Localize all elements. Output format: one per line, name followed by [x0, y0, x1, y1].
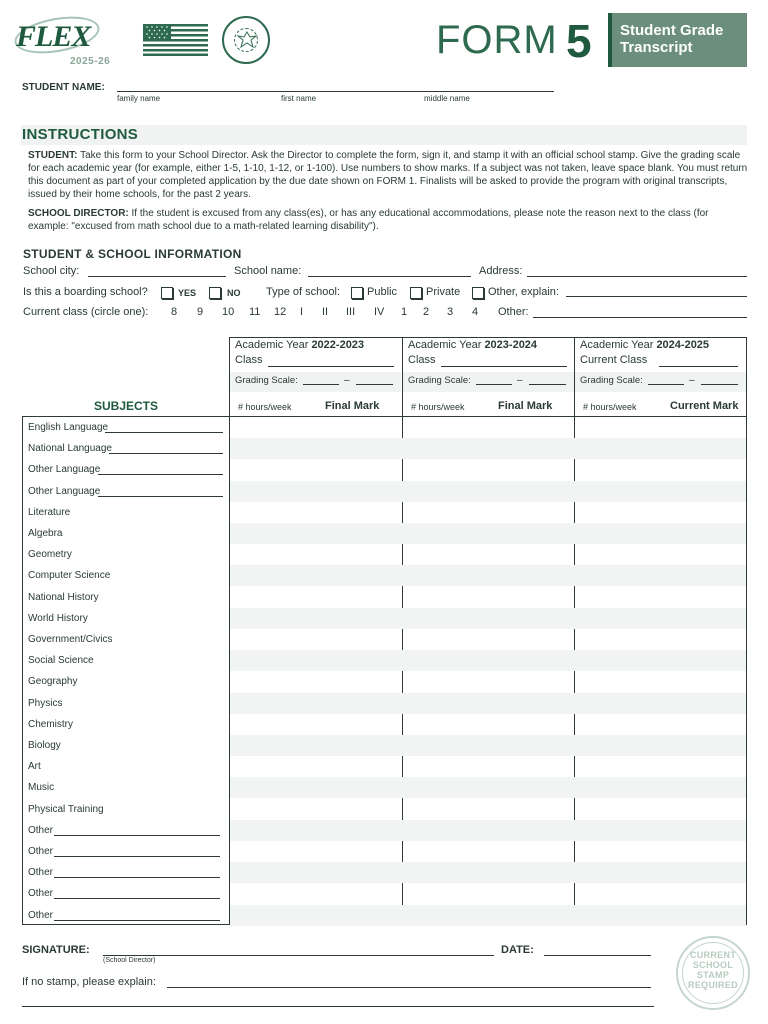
subject-name-field[interactable]: [54, 835, 220, 836]
subject-label: Literature: [28, 506, 71, 518]
grade-cell[interactable]: [307, 841, 402, 862]
date-label: DATE:: [501, 944, 534, 956]
grade-cell[interactable]: [230, 523, 308, 544]
eagle-icon: [236, 29, 258, 51]
subject-name-field[interactable]: [54, 920, 220, 921]
grade-cell[interactable]: [575, 565, 661, 586]
subject-label: Music: [28, 782, 55, 794]
grading-scale-dash: –: [344, 375, 350, 386]
grade-cell[interactable]: [307, 502, 402, 523]
grade-cell[interactable]: [403, 799, 481, 820]
grade-cell[interactable]: [661, 883, 746, 904]
grade-cell[interactable]: [307, 862, 402, 883]
grade-cell[interactable]: [661, 799, 746, 820]
class-option[interactable]: 10: [222, 306, 235, 318]
first-name-caption: first name: [281, 94, 317, 103]
subject-label: Other: [28, 846, 54, 857]
subject-name-field[interactable]: [54, 898, 220, 899]
subject-label: English Language: [28, 422, 109, 433]
grade-cell[interactable]: [307, 714, 402, 735]
year-class-field[interactable]: [268, 366, 394, 367]
grade-cell[interactable]: [661, 608, 746, 629]
grade-cell[interactable]: [403, 862, 481, 883]
grade-cell[interactable]: [307, 608, 402, 629]
mark-header: Final Mark: [498, 400, 553, 412]
grade-cell[interactable]: [575, 756, 661, 777]
grade-cell[interactable]: [661, 417, 746, 438]
grade-cell[interactable]: [661, 481, 746, 502]
form-title-text: Student Grade Transcript: [620, 22, 724, 56]
stamp-line-3: STAMP: [696, 970, 730, 980]
grade-cell[interactable]: [575, 693, 661, 714]
grading-scale-label: Grading Scale:: [408, 375, 471, 386]
grade-cell[interactable]: [230, 862, 308, 883]
grading-scale-max[interactable]: [701, 384, 738, 385]
grade-cell[interactable]: [575, 481, 661, 502]
school-info-title: STUDENT & SCHOOL INFORMATION: [23, 247, 242, 261]
year-class-field[interactable]: [659, 366, 738, 367]
grade-cell[interactable]: [307, 905, 402, 926]
grade-cell[interactable]: [575, 459, 661, 480]
year-title: [235, 339, 364, 351]
grade-cell[interactable]: [230, 714, 308, 735]
grade-cell[interactable]: [403, 841, 481, 862]
grade-cell[interactable]: [661, 735, 746, 756]
us-flag-icon: [143, 24, 208, 56]
grade-cell[interactable]: [403, 565, 481, 586]
class-option[interactable]: 11: [249, 306, 261, 318]
grade-cell[interactable]: [307, 523, 402, 544]
grade-cell[interactable]: [230, 481, 308, 502]
class-option[interactable]: 1: [401, 306, 408, 318]
grade-cell[interactable]: [403, 820, 481, 841]
grade-cell[interactable]: [480, 905, 575, 926]
grade-cell[interactable]: [230, 905, 308, 926]
subject-label: Art: [28, 761, 41, 773]
stamp-text: [678, 950, 748, 990]
class-option[interactable]: I: [300, 306, 304, 318]
grade-cell[interactable]: [307, 629, 402, 650]
class-option[interactable]: 8: [171, 306, 178, 318]
grade-cell[interactable]: [480, 502, 575, 523]
grade-cell[interactable]: [575, 799, 661, 820]
grade-cell[interactable]: [230, 777, 308, 798]
current-class-other-label: Other:: [498, 306, 529, 318]
form-number: 5: [566, 15, 592, 67]
type-private-checkbox[interactable]: [410, 287, 422, 299]
grade-cell[interactable]: [230, 438, 308, 459]
subject-label: World History: [28, 612, 88, 624]
grade-cell[interactable]: [403, 459, 481, 480]
grade-cell[interactable]: [307, 587, 402, 608]
grade-cell[interactable]: [480, 565, 575, 586]
grade-cell[interactable]: [230, 841, 308, 862]
grade-cell[interactable]: [403, 629, 481, 650]
grade-cell[interactable]: [575, 438, 661, 459]
student-instructions-text: Take this form to your School Director. Ask the Director to complete the form, sign it, and stamp it with an official school stamp. Give the grading scale for each academic year (for example, either 1-5, 1-10, 1-12, or 1-100). Use numbers to show marks. If a subject was not taken, leave space blank. You must return this document as part of your completed application by the due date shown on FORM 1. Finalists will be asked to provide the program with original transcripts, issued by their home schools, for the past 2 years.: [28, 150, 748, 200]
student-instructions: [28, 149, 750, 201]
hours-per-week-header: # hours/week: [411, 402, 465, 412]
student-name-label: STUDENT NAME:: [22, 82, 105, 93]
grade-cell[interactable]: [403, 438, 481, 459]
boarding-yes-label: YES: [178, 288, 197, 298]
subject-label: Geometry: [28, 549, 72, 561]
grade-cell[interactable]: [403, 905, 481, 926]
no-stamp-field[interactable]: [167, 987, 651, 988]
class-option[interactable]: 3: [447, 306, 454, 318]
grading-scale-label: Grading Scale:: [580, 375, 643, 386]
year-title-prefix: Academic Year: [408, 339, 485, 351]
grading-scale-min[interactable]: [648, 384, 684, 385]
subjects-header: SUBJECTS: [93, 399, 158, 413]
year-title-year: 2023-2024: [484, 339, 538, 351]
school-director-caption: (School Director): [103, 957, 156, 964]
grade-cell[interactable]: [575, 714, 661, 735]
subject-label: Geography: [28, 676, 78, 688]
grade-cell[interactable]: [403, 671, 481, 692]
instructions-title: INSTRUCTIONS: [22, 126, 139, 143]
grade-cell[interactable]: [575, 650, 661, 671]
date-field[interactable]: [544, 955, 651, 956]
grade-cell[interactable]: [480, 735, 575, 756]
logo-year: 2025-26: [70, 56, 111, 67]
grade-cell[interactable]: [480, 693, 575, 714]
grade-cell[interactable]: [307, 565, 402, 586]
grade-cell[interactable]: [661, 671, 746, 692]
class-option[interactable]: 2: [423, 306, 430, 318]
subject-label: Other: [28, 909, 54, 921]
subject-label: Other: [28, 888, 54, 900]
grade-cell[interactable]: [403, 481, 481, 502]
grade-cell[interactable]: [230, 693, 308, 714]
grade-cell[interactable]: [480, 544, 575, 565]
grade-cell[interactable]: [307, 650, 402, 671]
school-type-label: Type of school:: [266, 286, 340, 298]
subject-label: Physics: [28, 697, 63, 709]
stamp-line-1: CURRENT: [689, 950, 737, 960]
grade-cell[interactable]: [661, 502, 746, 523]
grade-cell[interactable]: [480, 438, 575, 459]
grade-cell[interactable]: [480, 820, 575, 841]
grade-cell[interactable]: [403, 777, 481, 798]
grade-cell[interactable]: [480, 523, 575, 544]
grade-cell[interactable]: [575, 862, 661, 883]
mark-header: Current Mark: [670, 400, 739, 412]
address-field[interactable]: [527, 276, 747, 277]
boarding-no-label: NO: [227, 288, 241, 298]
subject-name-field[interactable]: [109, 453, 223, 454]
school-city-field[interactable]: [88, 276, 226, 277]
grade-cell[interactable]: [661, 438, 746, 459]
subject-name-field[interactable]: [98, 474, 223, 475]
subject-label: Physical Training: [28, 803, 104, 815]
grade-cell[interactable]: [230, 735, 308, 756]
stamp-line-2: SCHOOL: [692, 960, 734, 970]
grade-cell[interactable]: [661, 862, 746, 883]
grade-cell[interactable]: [480, 587, 575, 608]
middle-name-caption: middle name: [424, 94, 470, 103]
grade-cell[interactable]: [230, 417, 308, 438]
grade-cell[interactable]: [480, 883, 575, 904]
address-label: Address:: [479, 265, 523, 277]
subject-label: Other Language: [28, 485, 101, 497]
grade-cell[interactable]: [403, 523, 481, 544]
form-word: FORM: [436, 18, 558, 62]
year-title-prefix: Academic Year: [235, 339, 312, 351]
hours-per-week-header: # hours/week: [238, 402, 292, 412]
grade-cell[interactable]: [307, 799, 402, 820]
subject-label: Social Science: [28, 655, 94, 667]
year-title: [580, 339, 709, 351]
grade-cell[interactable]: [575, 777, 661, 798]
grade-cell[interactable]: [230, 502, 308, 523]
grade-cell[interactable]: [230, 587, 308, 608]
mark-header: Final Mark: [325, 400, 380, 412]
grade-cell[interactable]: [403, 883, 481, 904]
grade-cell[interactable]: [403, 544, 481, 565]
class-option[interactable]: III: [346, 306, 356, 318]
grade-cell[interactable]: [307, 438, 402, 459]
type-other-label: Other, explain:: [488, 286, 559, 298]
boarding-no-checkbox[interactable]: [209, 287, 221, 299]
subject-label: Algebra: [28, 528, 63, 539]
subject-name-field[interactable]: [105, 432, 223, 433]
grade-cell[interactable]: [230, 650, 308, 671]
class-option[interactable]: IV: [374, 306, 385, 318]
school-city-label: School city:: [23, 265, 80, 277]
grade-cell[interactable]: [575, 608, 661, 629]
school-name-field[interactable]: [308, 276, 471, 277]
grading-scale-dash: –: [517, 375, 523, 386]
type-private-label: Private: [426, 286, 461, 298]
type-public-checkbox[interactable]: [351, 287, 363, 299]
boarding-question: Is this a boarding school?: [23, 286, 148, 298]
grade-cell[interactable]: [230, 756, 308, 777]
grade-cell[interactable]: [661, 693, 746, 714]
grade-cell[interactable]: [575, 671, 661, 692]
current-class-label: Current class (circle one):: [23, 306, 149, 318]
grade-cell[interactable]: [480, 481, 575, 502]
subject-label: Other Language: [28, 464, 101, 476]
subject-name-field[interactable]: [98, 496, 223, 497]
subject-label: Government/Civics: [28, 634, 113, 645]
subject-label: Other: [28, 824, 54, 836]
grade-cell[interactable]: [661, 777, 746, 798]
grade-cell[interactable]: [230, 883, 308, 904]
grade-cell[interactable]: [575, 629, 661, 650]
grade-cell[interactable]: [480, 756, 575, 777]
grading-scale-min[interactable]: [303, 384, 339, 385]
signature-label: SIGNATURE:: [22, 944, 90, 956]
subject-label: Computer Science: [28, 570, 111, 582]
grade-cell[interactable]: [661, 820, 746, 841]
grade-cell[interactable]: [480, 650, 575, 671]
grade-cell[interactable]: [307, 820, 402, 841]
grade-cell[interactable]: [480, 777, 575, 798]
grade-cell[interactable]: [480, 714, 575, 735]
grade-cell[interactable]: [307, 544, 402, 565]
school-name-label: School name:: [234, 265, 302, 277]
grade-cell[interactable]: [307, 777, 402, 798]
grade-cell[interactable]: [230, 629, 308, 650]
grade-cell[interactable]: [480, 841, 575, 862]
director-instructions-label: SCHOOL DIRECTOR:: [28, 208, 129, 219]
current-class-other-field[interactable]: [533, 317, 747, 318]
grade-cell[interactable]: [661, 565, 746, 586]
grade-cell[interactable]: [575, 883, 661, 904]
grade-cell[interactable]: [575, 523, 661, 544]
class-option[interactable]: 4: [472, 306, 479, 318]
grade-cell[interactable]: [230, 459, 308, 480]
grade-cell[interactable]: [661, 544, 746, 565]
grade-cell[interactable]: [230, 799, 308, 820]
grade-cell[interactable]: [230, 565, 308, 586]
grading-scale-min[interactable]: [476, 384, 512, 385]
year-class-label: Current Class: [580, 354, 648, 366]
grade-cell[interactable]: [307, 735, 402, 756]
grade-cell[interactable]: [403, 502, 481, 523]
grade-cell[interactable]: [661, 714, 746, 735]
subject-label: Other: [28, 867, 54, 879]
grade-cell[interactable]: [403, 650, 481, 671]
grade-cell[interactable]: [403, 587, 481, 608]
year-class-label: Class: [408, 354, 436, 366]
class-option[interactable]: 12: [274, 306, 287, 318]
signature-field[interactable]: [103, 955, 494, 956]
grade-cell[interactable]: [307, 883, 402, 904]
grade-cell[interactable]: [480, 417, 575, 438]
department-seal-icon: [222, 16, 270, 64]
grade-cell[interactable]: [307, 671, 402, 692]
grade-cell[interactable]: [403, 714, 481, 735]
logo-text: FLEX: [16, 20, 91, 53]
grade-cell[interactable]: [230, 671, 308, 692]
type-public-label: Public: [367, 286, 397, 298]
flex-logo: [14, 14, 122, 70]
director-instructions: [28, 207, 750, 233]
year-title-prefix: Academic Year: [580, 339, 657, 351]
grading-scale-label: Grading Scale:: [235, 375, 298, 386]
grade-cell[interactable]: [307, 459, 402, 480]
grade-cell[interactable]: [480, 799, 575, 820]
type-other-checkbox[interactable]: [472, 287, 484, 299]
subject-label: National Language: [28, 443, 112, 455]
grade-cell[interactable]: [575, 841, 661, 862]
grade-cell[interactable]: [480, 629, 575, 650]
grade-cell[interactable]: [403, 693, 481, 714]
class-option[interactable]: 9: [197, 306, 204, 318]
year-class-label: Class: [235, 354, 263, 366]
grade-cell[interactable]: [403, 756, 481, 777]
grade-cell[interactable]: [661, 650, 746, 671]
grade-cell[interactable]: [661, 756, 746, 777]
grade-cell[interactable]: [661, 587, 746, 608]
student-name-field[interactable]: [117, 91, 554, 92]
year-title-year: 2024-2025: [656, 339, 710, 351]
class-option[interactable]: II: [322, 306, 329, 318]
grade-cell[interactable]: [480, 608, 575, 629]
student-instructions-label: STUDENT:: [28, 150, 78, 161]
form-title: [608, 13, 747, 67]
grade-cell[interactable]: [307, 481, 402, 502]
grade-cell[interactable]: [575, 587, 661, 608]
grade-cell[interactable]: [575, 905, 661, 926]
grade-cell[interactable]: [480, 459, 575, 480]
grade-cell[interactable]: [403, 417, 481, 438]
grade-cell[interactable]: [575, 502, 661, 523]
grade-cell[interactable]: [307, 417, 402, 438]
grade-cell[interactable]: [575, 735, 661, 756]
grade-cell[interactable]: [480, 671, 575, 692]
boarding-yes-checkbox[interactable]: [161, 287, 173, 299]
subject-label: National History: [28, 591, 99, 603]
grade-cell[interactable]: [480, 862, 575, 883]
year-title-year: 2022-2023: [311, 339, 365, 351]
grade-cell[interactable]: [230, 544, 308, 565]
grading-scale-max[interactable]: [529, 384, 566, 385]
stamp-placeholder: [676, 936, 750, 1010]
grade-cell[interactable]: [661, 459, 746, 480]
grade-cell[interactable]: [661, 523, 746, 544]
type-other-field[interactable]: [566, 296, 747, 297]
grade-cell[interactable]: [575, 544, 661, 565]
grade-cell[interactable]: [403, 735, 481, 756]
subject-label: Chemistry: [28, 718, 74, 730]
grade-cell[interactable]: [307, 693, 402, 714]
hours-per-week-header: # hours/week: [583, 402, 637, 412]
subject-name-field[interactable]: [54, 877, 220, 878]
grade-cell[interactable]: [230, 820, 308, 841]
grading-scale-dash: –: [689, 375, 695, 386]
director-instructions-text: If the student is excused from any class(es), or has any educational accommodations, please note the reason next to the class (for example: "excused from math school due to a math-related learning disability").: [28, 208, 709, 232]
stamp-line-4: REQUIRED: [688, 980, 738, 990]
no-stamp-field-line2[interactable]: [22, 1006, 654, 1007]
grade-cell[interactable]: [403, 608, 481, 629]
grading-scale-max[interactable]: [356, 384, 393, 385]
grade-cell[interactable]: [575, 820, 661, 841]
no-stamp-label: If no stamp, please explain:: [22, 976, 156, 988]
grade-cell[interactable]: [575, 417, 661, 438]
grade-cell[interactable]: [230, 608, 308, 629]
grade-cell[interactable]: [661, 905, 746, 926]
subject-label: Biology: [28, 740, 61, 751]
subject-name-field[interactable]: [54, 856, 220, 857]
grade-cell[interactable]: [307, 756, 402, 777]
year-title: [408, 339, 537, 351]
year-class-field[interactable]: [441, 366, 567, 367]
family-name-caption: family name: [117, 94, 161, 103]
grade-cell[interactable]: [661, 629, 746, 650]
grade-cell[interactable]: [661, 841, 746, 862]
